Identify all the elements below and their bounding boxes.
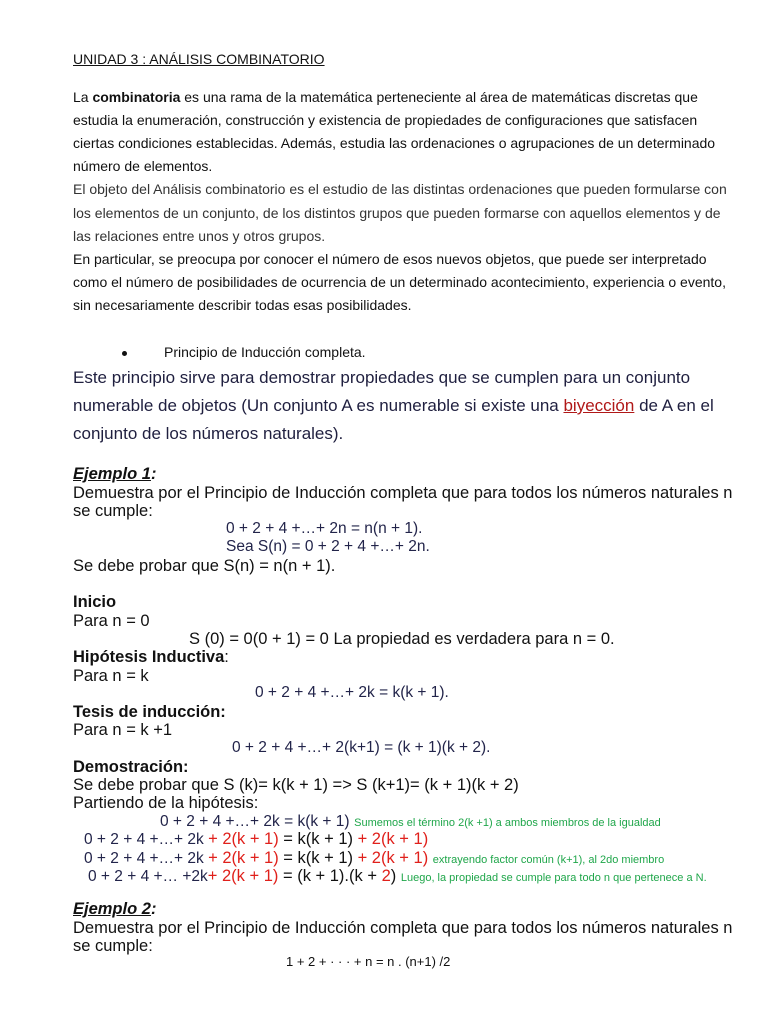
formula: 1 + 2 + · · · + n = n . (n+1) /2 [286, 954, 451, 969]
example-text: Demuestra por el Principio de Inducción completa que para todos los números naturales n [73, 919, 733, 937]
example-text: Se debe probar que S (k)= k(k + 1) => S (k+1)= (k + 1)(k + 2) [73, 776, 519, 794]
proof-step: 0 + 2 + 4 +…+ 2k + 2(k + 1) = k(k + 1) + 2(k + 1) extrayendo factor común (k+1), al 2do miembro [84, 849, 665, 867]
example-1-heading: Ejemplo 1: [73, 465, 157, 483]
section-heading-hipotesis: Hipótesis Inductiva: [73, 648, 229, 666]
proof-step: 0 + 2 + 4 +… +2k+ 2(k + 1) = (k + 1).(k + 2) Luego, la propiedad se cumple para todo n que pertenece a N. [88, 867, 707, 885]
proof-step: 0 + 2 + 4 +…+ 2k + 2(k + 1) = k(k + 1) + 2(k + 1) [84, 830, 429, 848]
intro-line: los elementos de un conjunto, de los distintos grupos que pueden formarse con aquellos elementos y de [73, 205, 721, 221]
section-heading-inicio: Inicio [73, 593, 117, 611]
example-text: Para n = k +1 [73, 721, 173, 739]
intro-line: estudia la enumeración, construcción y existencia de propiedades de configuraciones que satisfacen [73, 112, 698, 128]
formula: 0 + 2 + 4 +…+ 2(k+1) = (k + 1)(k + 2). [232, 739, 491, 756]
biyeccion-link[interactable]: biyección [563, 396, 635, 415]
example-text: S (0) = 0(0 + 1) = 0 La propiedad es verdadera para n = 0. [189, 630, 615, 648]
principle-line: conjunto de los números naturales). [73, 424, 344, 443]
bullet-icon [122, 351, 127, 356]
example-text: Demuestra por el Principio de Inducción completa que para todos los números naturales n [73, 484, 733, 502]
page-title: UNIDAD 3 : ANÁLISIS COMBINATORIO [73, 51, 325, 67]
proof-note: extrayendo factor común (k+1), al 2do miembro [432, 854, 665, 866]
section-heading-demostracion: Demostración: [73, 758, 189, 776]
example-text: Para n = k [73, 667, 149, 685]
intro-line: La combinatoria es una rama de la matemática perteneciente al área de matemáticas discretas que [73, 89, 698, 105]
intro-line: En particular, se preocupa por conocer el número de esos nuevos objetos, que puede ser interpretado [73, 251, 707, 267]
proof-step: 0 + 2 + 4 +…+ 2k = k(k + 1) Sumemos el término 2(k +1) a ambos miembros de la igualdad [160, 813, 661, 830]
intro-line: sin necesariamente describir todas esas posibilidades. [73, 297, 412, 313]
example-2-heading: Ejemplo 2: [73, 900, 157, 918]
proof-note: Luego, la propiedad se cumple para todo n que pertenece a N. [400, 872, 707, 884]
example-text: Partiendo de la hipótesis: [73, 794, 259, 812]
example-text: se cumple: [73, 502, 153, 520]
formula: 0 + 2 + 4 +…+ 2n = n(n + 1). [226, 520, 423, 537]
proof-note: Sumemos el término 2(k +1) a ambos miembros de la igualdad [354, 817, 661, 829]
intro-line: número de elementos. [73, 158, 213, 174]
principle-line: numerable de objetos (Un conjunto A es numerable si existe una biyección de A en el [73, 396, 714, 415]
section-heading-tesis: Tesis de inducción: [73, 703, 226, 721]
bullet-text: Principio de Inducción completa. [164, 344, 366, 360]
formula: 0 + 2 + 4 +…+ 2k = k(k + 1). [255, 684, 449, 701]
intro-line: ciertas condiciones establecidas. Además, estudia las ordenaciones o agrupaciones de un determinado [73, 135, 716, 151]
formula: Sea S(n) = 0 + 2 + 4 +…+ 2n. [226, 538, 430, 555]
term-combinatoria: combinatoria [92, 89, 181, 105]
principle-line: Este principio sirve para demostrar propiedades que se cumplen para un conjunto [73, 368, 691, 387]
example-text: Se debe probar que S(n) = n(n + 1). [73, 557, 336, 575]
intro-line: El objeto del Análisis combinatorio es el estudio de las distintas ordenaciones que pueden formularse con [73, 181, 727, 197]
example-text: Para n = 0 [73, 612, 150, 630]
intro-line: como el número de posibilidades de ocurrencia de un determinado acontecimiento, experiencia o evento, [73, 274, 726, 290]
example-text: se cumple: [73, 937, 153, 955]
intro-line: las relaciones entre unos y otros grupos. [73, 228, 326, 244]
